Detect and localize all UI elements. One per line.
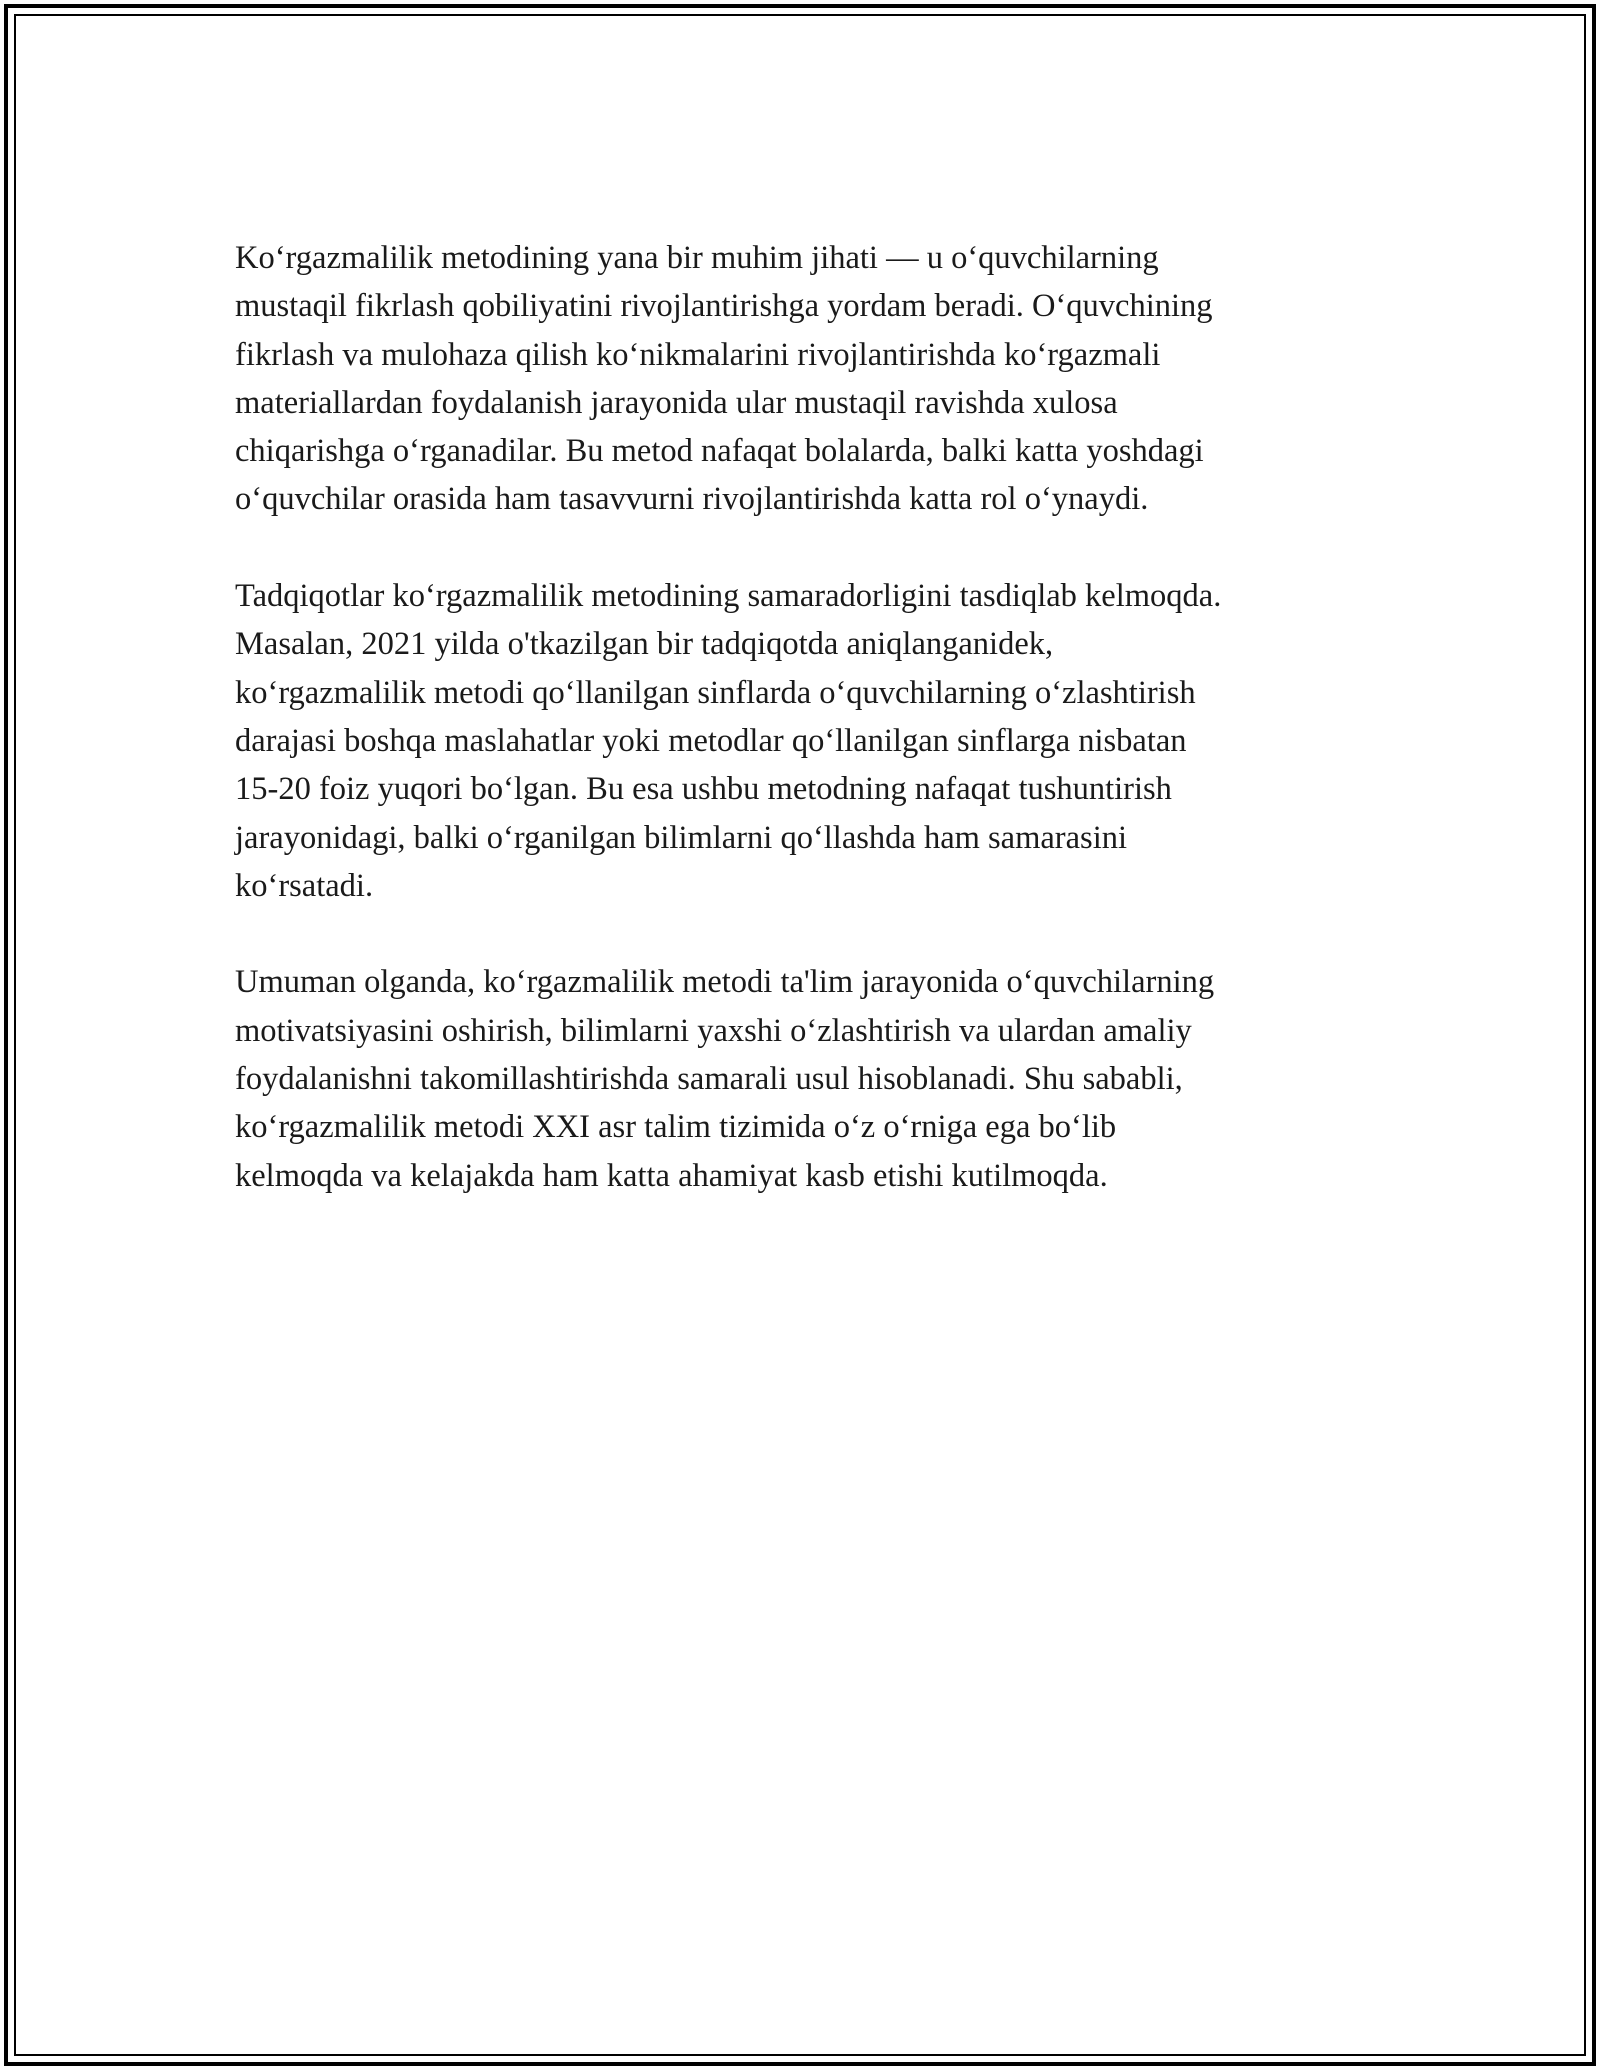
paragraph: Tadqiqotlar ko‘rgazmalilik metodining samaradorligini tasdiqlab kelmoqda. Masalan, 2021 yilda o'tkazilgan bir tadqiqotda aniqlanganidek, ko‘rgazmalilik metodi qo‘llanilgan sinflarda o‘quvchilarning o‘zlashtirish darajasi boshqa maslahatlar yoki metodlar qo‘llanilgan sinflarga nisbatan 15-20 foiz yuqori bo‘lgan. Bu esa ushbu metodning nafaqat tushuntirish jarayonidagi, balki o‘rganilgan bilimlarni qo‘llashda ham samarasini ko‘rsatadi. xyxy=(235,578,1222,904)
paragraph: Ko‘rgazmalilik metodining yana bir muhim jihati — u o‘quvchilarning mustaqil fikrlash qobiliyatini rivojlantirishga yordam beradi. O‘quvchining fikrlash va mulohaza qilish ko‘nikmalarini rivojlantirishda ko‘rgazmali materiallardan foydalanish jarayonida ular mustaqil ravishda xulosa chiqarishga o‘rganadilar. Bu metod nafaqat bolalarda, balki katta yoshdagi o‘quvchilar orasida ham tasavvurni rivojlantirishda katta rol o‘ynaydi. xyxy=(235,240,1213,518)
paragraph: Umuman olganda, ko‘rgazmalilik metodi ta'lim jarayonida o‘quvchilarning motivatsiyasini oshirish, bilimlarni yaxshi o‘zlashtirish va ulardan amaliy foydalanishni takomillashtirishda samarali usul hisoblanadi. Shu sababli, ko‘rgazmalilik metodi XXI asr talim tizimida o‘z o‘rniga ega bo‘lib kelmoqda va kelajakda ham katta ahamiyat kasb etishi kutilmoqda. xyxy=(235,964,1215,1194)
document-body xyxy=(235,234,1395,1248)
